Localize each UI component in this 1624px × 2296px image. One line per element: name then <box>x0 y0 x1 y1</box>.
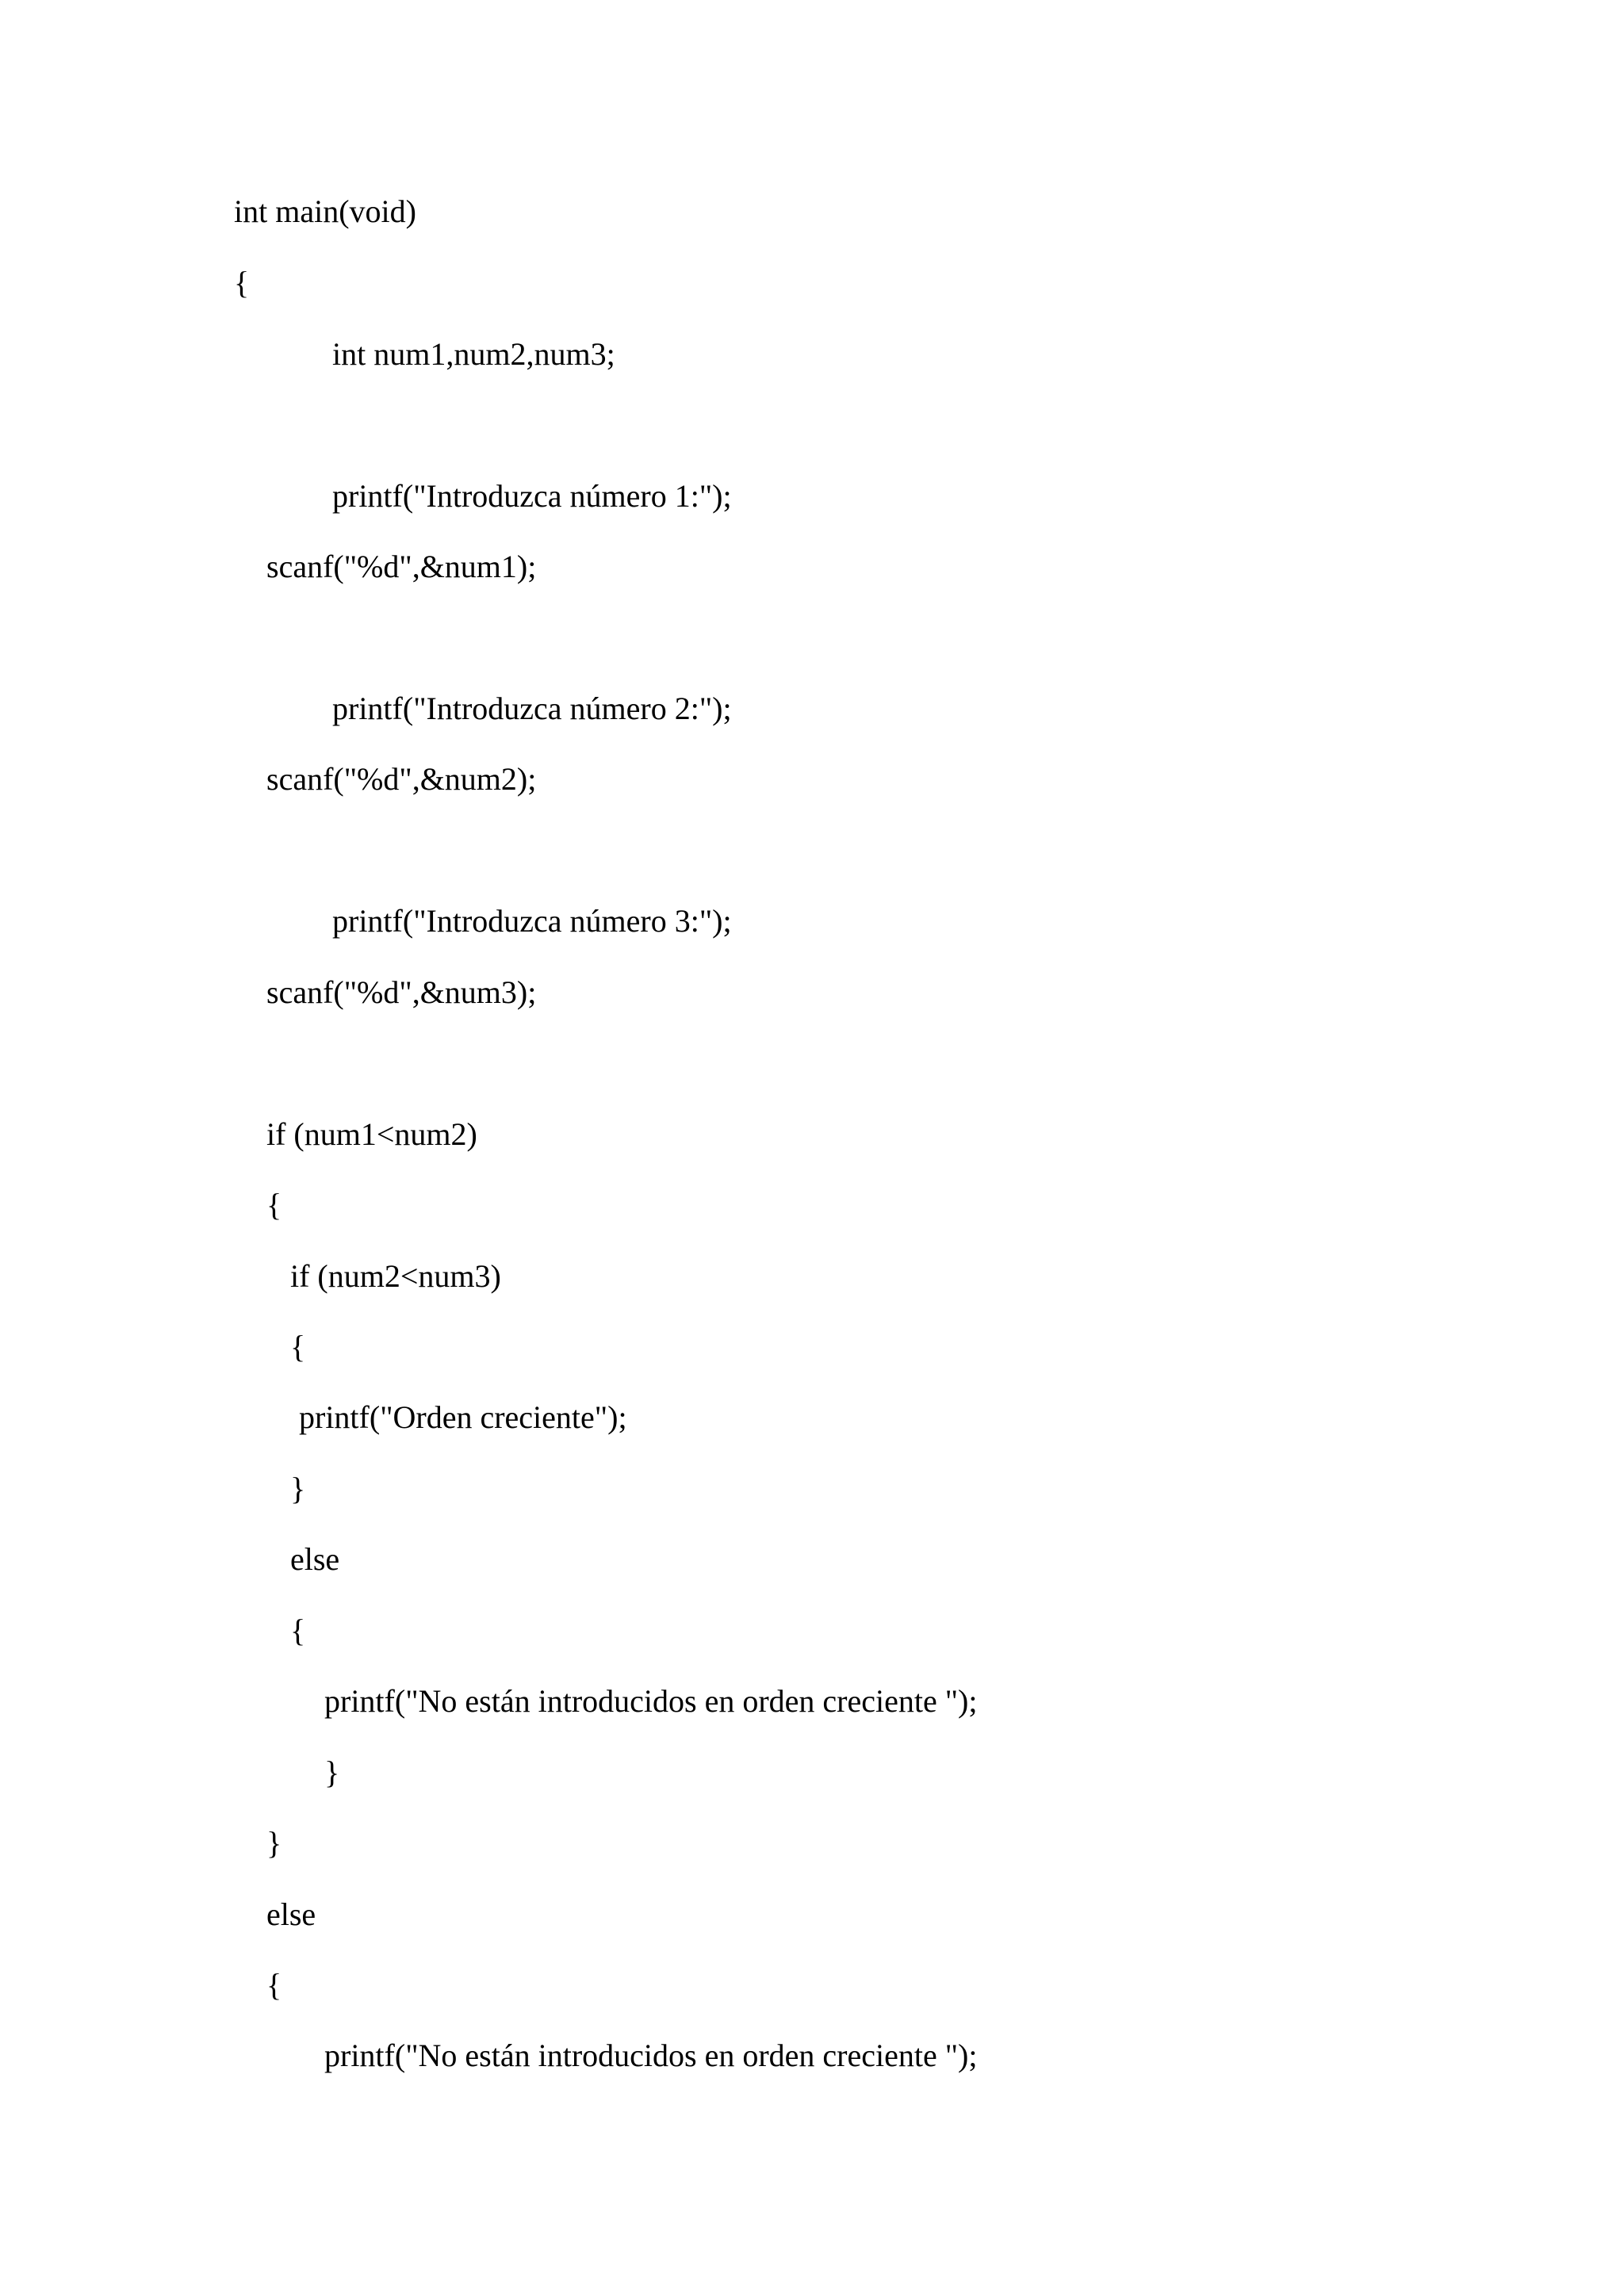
code-line: { <box>266 1187 282 1223</box>
code-line: printf("Introduzca número 1:"); <box>332 478 732 514</box>
code-line: scanf("%d",&num2); <box>266 761 537 797</box>
code-line: printf("Introduzca número 2:"); <box>332 691 732 726</box>
code-line: else <box>266 1896 316 1932</box>
code-line: int main(void) <box>234 193 416 229</box>
code-line: else <box>290 1541 340 1577</box>
code-line: if (num2<num3) <box>290 1258 501 1294</box>
code-line: { <box>290 1329 306 1364</box>
code-line: printf("Introduzca número 3:"); <box>332 903 732 939</box>
code-line: } <box>290 1471 306 1506</box>
code-line: { <box>234 265 250 300</box>
code-line: if (num1<num2) <box>266 1116 477 1152</box>
code-line: } <box>266 1825 282 1861</box>
code-line: printf("No están introducidos en orden creciente "); <box>324 2038 978 2073</box>
code-line: { <box>290 1613 306 1648</box>
code-line: { <box>266 1967 282 2003</box>
code-line: printf("No están introducidos en orden creciente "); <box>324 1683 978 1719</box>
code-line: scanf("%d",&num3); <box>266 974 537 1010</box>
code-line: int num1,num2,num3; <box>332 336 615 372</box>
code-line: } <box>324 1755 340 1790</box>
code-line: printf("Orden creciente"); <box>299 1399 627 1435</box>
code-line: scanf("%d",&num1); <box>266 549 537 584</box>
